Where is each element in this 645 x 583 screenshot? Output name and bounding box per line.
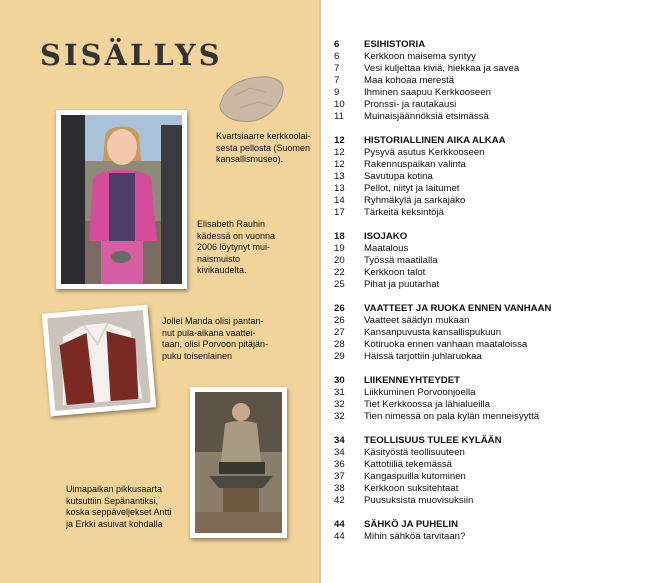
- page-divider: [319, 0, 321, 583]
- toc-entry: [334, 327, 639, 339]
- toc-entry-title: Kerkkoon maisema syntyy: [364, 51, 476, 62]
- toc-entry: [334, 483, 639, 495]
- toc-page-number: 27: [334, 327, 345, 338]
- toc-entry: [334, 111, 639, 123]
- page-title: SISÄLLYS: [40, 38, 223, 72]
- toc-entry-title: VAATTEET JA RUOKA ENNEN VANHAAN: [364, 303, 552, 314]
- toc-entry-title: Mihin sähköä tarvitaan?: [364, 531, 466, 542]
- table-of-contents: [334, 39, 639, 555]
- toc-entry: [334, 195, 639, 207]
- toc-entry-title: Tiet Kerkkoossa ja lähialueilla: [364, 399, 491, 410]
- painting-blacksmith: [190, 387, 287, 538]
- toc-entry-title: Kangaspuilla kutominen: [364, 471, 466, 482]
- toc-entry-title: Pronssi- ja rautakausi: [364, 99, 457, 110]
- toc-page-number: 19: [334, 243, 345, 254]
- toc-entry: [334, 159, 639, 171]
- toc-entry-title: Ihminen saapuu Kerkkooseen: [364, 87, 491, 98]
- toc-entry: [334, 183, 639, 195]
- toc-entry-title: Vesi kuljettaa kiviä, hiekkaa ja savea: [364, 63, 520, 74]
- toc-section-heading: [334, 39, 639, 51]
- toc-page-number: 12: [334, 159, 345, 170]
- toc-page-number: 22: [334, 267, 345, 278]
- toc-entry: [334, 447, 639, 459]
- toc-entry-title: Kotiruoka ennen vanhaan maataloissa: [364, 339, 528, 350]
- toc-section-heading: [334, 435, 639, 447]
- toc-page-number: 28: [334, 339, 345, 350]
- toc-entry-title: Maatalous: [364, 243, 409, 254]
- toc-section: [334, 231, 639, 291]
- toc-entry-title: Pellot, niityt ja laitumet: [364, 183, 460, 194]
- toc-page-number: 32: [334, 411, 345, 422]
- toc-entry: [334, 339, 639, 351]
- toc-page-number: 26: [334, 315, 345, 326]
- toc-page-number: 11: [334, 111, 344, 122]
- photo-folk-vest: [42, 305, 157, 417]
- toc-page-number: 30: [334, 375, 345, 386]
- toc-entry-title: ISOJAKO: [364, 231, 408, 242]
- caption-stone: Kvartsiaarre kerkkoolai- sesta pellosta (Suomen kansallismuseo).: [216, 131, 311, 164]
- toc-page-number: 31: [334, 387, 345, 398]
- toc-page-number: 29: [334, 351, 345, 362]
- toc-entry-title: Ryhmäkylä ja sarkajako: [364, 195, 466, 206]
- toc-entry-title: Käsityöstä teollisuuteen: [364, 447, 465, 458]
- toc-page-number: 26: [334, 303, 345, 314]
- toc-section: [334, 303, 639, 363]
- toc-page-number: 20: [334, 255, 345, 266]
- toc-entry-title: Kattotiiliä tekemässä: [364, 459, 452, 470]
- toc-page-number: 44: [334, 531, 345, 542]
- toc-page-number: 44: [334, 519, 345, 530]
- toc-entry: [334, 75, 639, 87]
- toc-section-heading: [334, 519, 639, 531]
- toc-entry-title: Kansanpuvusta kansallispukuun: [364, 327, 502, 338]
- quartz-stone-image: [216, 72, 288, 127]
- toc-section-heading: [334, 231, 639, 243]
- toc-entry-title: LIIKENNEYHTEYDET: [364, 375, 460, 386]
- toc-page-number: 37: [334, 471, 345, 482]
- toc-page-number: 32: [334, 399, 345, 410]
- toc-entry: [334, 351, 639, 363]
- toc-entry: [334, 255, 639, 267]
- toc-entry-title: Pysyvä asutus Kerkkooseen: [364, 147, 485, 158]
- toc-section: [334, 39, 639, 123]
- toc-page-number: 17: [334, 207, 345, 218]
- toc-section: [334, 435, 639, 507]
- toc-entry-title: Rakennuspaikan valinta: [364, 159, 466, 170]
- toc-page-number: 34: [334, 435, 345, 446]
- toc-page-number: 7: [334, 75, 340, 86]
- toc-entry-title: Puusuksista muovisuksiin: [364, 495, 474, 506]
- toc-page-number: 13: [334, 171, 345, 182]
- toc-page-number: 34: [334, 447, 345, 458]
- toc-section-heading: [334, 135, 639, 147]
- toc-entry: [334, 99, 639, 111]
- toc-entry-title: Liikkuminen Porvoonjoella: [364, 387, 476, 398]
- toc-entry-title: Kerkkoon suksitehtaat: [364, 483, 459, 494]
- toc-page-number: 12: [334, 147, 345, 158]
- toc-entry: [334, 207, 639, 219]
- toc-section-heading: [334, 303, 639, 315]
- toc-entry: [334, 87, 639, 99]
- toc-entry-title: ESIHISTORIA: [364, 39, 426, 50]
- toc-entry-title: Häissä tarjottiin juhlaruokaa: [364, 351, 482, 362]
- toc-entry-title: Työssä maatilalla: [364, 255, 438, 266]
- toc-entry: [334, 531, 639, 543]
- toc-entry: [334, 171, 639, 183]
- toc-section-heading: [334, 375, 639, 387]
- toc-entry-title: Kerkkoon talot: [364, 267, 426, 278]
- toc-page-number: 25: [334, 279, 345, 290]
- toc-entry: [334, 459, 639, 471]
- toc-page-number: 42: [334, 495, 345, 506]
- toc-section: [334, 135, 639, 219]
- toc-page-number: 18: [334, 231, 345, 242]
- toc-page-number: 10: [334, 99, 345, 110]
- toc-entry: [334, 51, 639, 63]
- toc-entry-title: Tärkeitä keksintöjä: [364, 207, 444, 218]
- toc-entry: [334, 63, 639, 75]
- toc-entry-title: Maa kohoaa merestä: [364, 75, 455, 86]
- toc-entry-title: Vaatteet säädyn mukaan: [364, 315, 470, 326]
- toc-entry-title: TEOLLISUUS TULEE KYLÄÄN: [364, 435, 502, 446]
- toc-section: [334, 519, 639, 543]
- toc-entry-title: Tien nimessä on pala kylän menneisyyttä: [364, 411, 540, 422]
- toc-section: [334, 375, 639, 423]
- toc-page-number: 7: [334, 63, 340, 74]
- toc-page-number: 9: [334, 87, 340, 98]
- toc-page-number: 14: [334, 195, 345, 206]
- toc-entry: [334, 411, 639, 423]
- toc-page-number: 6: [334, 51, 340, 62]
- toc-entry-title: Savutupa kotina: [364, 171, 433, 182]
- toc-page-number: 6: [334, 39, 340, 50]
- toc-entry-title: SÄHKÖ JA PUHELIN: [364, 519, 458, 530]
- toc-entry-title: Pihat ja puutarhat: [364, 279, 440, 290]
- toc-entry-title: Muinaisjäännöksiä etsimässä: [364, 111, 489, 122]
- toc-page-number: 36: [334, 459, 345, 470]
- toc-entry: [334, 387, 639, 399]
- toc-entry: [334, 495, 639, 507]
- toc-entry: [334, 147, 639, 159]
- toc-entry: [334, 315, 639, 327]
- toc-page-number: 12: [334, 135, 345, 146]
- caption-girl: Elisabeth Rauhin kädessä on vuonna 2006 löytynyt mui- naismuisto kivikaudelta.: [197, 219, 276, 275]
- toc-entry: [334, 471, 639, 483]
- caption-smith: Uimapaikan pikkusaarta kutsuttiin Sepänantiksi, koska seppäveljekset Antti ja Erkki asuivat kohdalla: [66, 484, 172, 529]
- photo-girl-with-stone: [56, 110, 187, 289]
- toc-entry: [334, 279, 639, 291]
- caption-vest: Jollei Manda olisi pantan- nut pula-aikana vaattei- taan, olisi Porvoon pitäjän- puku toisenlainen: [162, 316, 269, 361]
- toc-entry: [334, 267, 639, 279]
- toc-page-number: 38: [334, 483, 345, 494]
- toc-page-number: 13: [334, 183, 345, 194]
- toc-entry: [334, 243, 639, 255]
- toc-entry-title: HISTORIALLINEN AIKA ALKAA: [364, 135, 506, 146]
- toc-entry: [334, 399, 639, 411]
